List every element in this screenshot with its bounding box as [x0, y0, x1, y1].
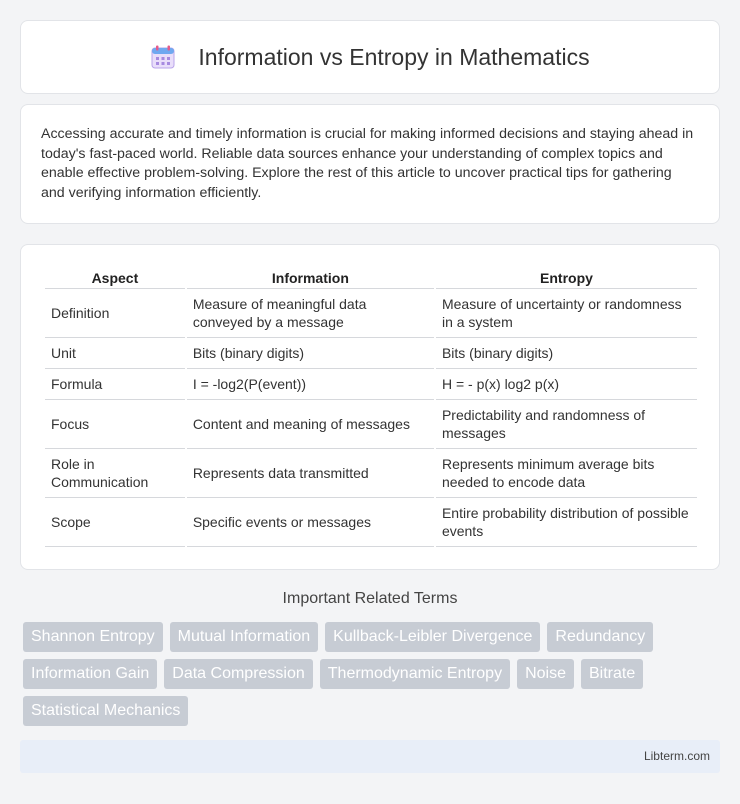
tag-noise[interactable]: Noise [517, 659, 574, 689]
table-cell: Entire probability distribution of possible events [436, 498, 697, 547]
table-row [45, 400, 697, 449]
header-entropy: Entropy [436, 265, 697, 289]
tag-information-gain[interactable]: Information Gain [23, 659, 157, 689]
table-cell: Role in Communication [45, 449, 185, 498]
related-terms-list [23, 622, 723, 733]
table-row [45, 289, 697, 338]
table-row [45, 338, 697, 369]
table-cell: Content and meaning of messages [187, 400, 434, 449]
table-cell: Represents minimum average bits needed to encode data [436, 449, 697, 498]
tag-thermodynamic-entropy[interactable]: Thermodynamic Entropy [320, 659, 510, 689]
table-cell: Unit [45, 338, 185, 369]
table-cell: Scope [45, 498, 185, 547]
table-cell: I = -log2(P(event)) [187, 369, 434, 400]
intro-card [20, 104, 720, 224]
table-cell: H = - p(x) log2 p(x) [436, 369, 697, 400]
footer-site-link[interactable]: Libterm.com [643, 749, 710, 763]
table-cell: Focus [45, 400, 185, 449]
calendar-icon [150, 44, 176, 70]
footer [20, 740, 720, 773]
table-cell: Measure of uncertainty or randomness in a system [436, 289, 697, 338]
table-cell: Definition [45, 289, 185, 338]
tag-redundancy[interactable]: Redundancy [547, 622, 653, 652]
comparison-card [20, 244, 720, 570]
table-header-row [45, 265, 697, 289]
table-row [45, 369, 697, 400]
table-cell: Bits (binary digits) [187, 338, 434, 369]
intro-text: Accessing accurate and timely information is crucial for making informed decisions and staying ahead in today's fast-paced world. Reliable data sources enhance your understanding of complex topics and enable effective problem-solving. Explore the rest of this article to uncover practical tips for gathering and verifying information efficiently. [41, 126, 694, 201]
tag-shannon-entropy[interactable]: Shannon Entropy [23, 622, 163, 652]
table-cell: Measure of meaningful data conveyed by a message [187, 289, 434, 338]
table-row [45, 449, 697, 498]
tag-data-compression[interactable]: Data Compression [164, 659, 313, 689]
table-row [45, 498, 697, 547]
tag-mutual-information[interactable]: Mutual Information [170, 622, 319, 652]
table-cell: Specific events or messages [187, 498, 434, 547]
tag-kullback-leibler-divergence[interactable]: Kullback-Leibler Divergence [325, 622, 540, 652]
table-cell: Formula [45, 369, 185, 400]
header-information: Information [187, 265, 434, 289]
table-cell: Predictability and randomness of messages [436, 400, 697, 449]
header-aspect: Aspect [45, 265, 185, 289]
table-cell: Represents data transmitted [187, 449, 434, 498]
header-card [20, 20, 720, 94]
tag-statistical-mechanics[interactable]: Statistical Mechanics [23, 696, 188, 726]
tag-bitrate[interactable]: Bitrate [581, 659, 643, 689]
table-cell: Bits (binary digits) [436, 338, 697, 369]
comparison-table [43, 265, 699, 547]
page-title: Information vs Entropy in Mathematics [198, 43, 590, 70]
related-terms-title: Important Related Terms [282, 590, 458, 607]
